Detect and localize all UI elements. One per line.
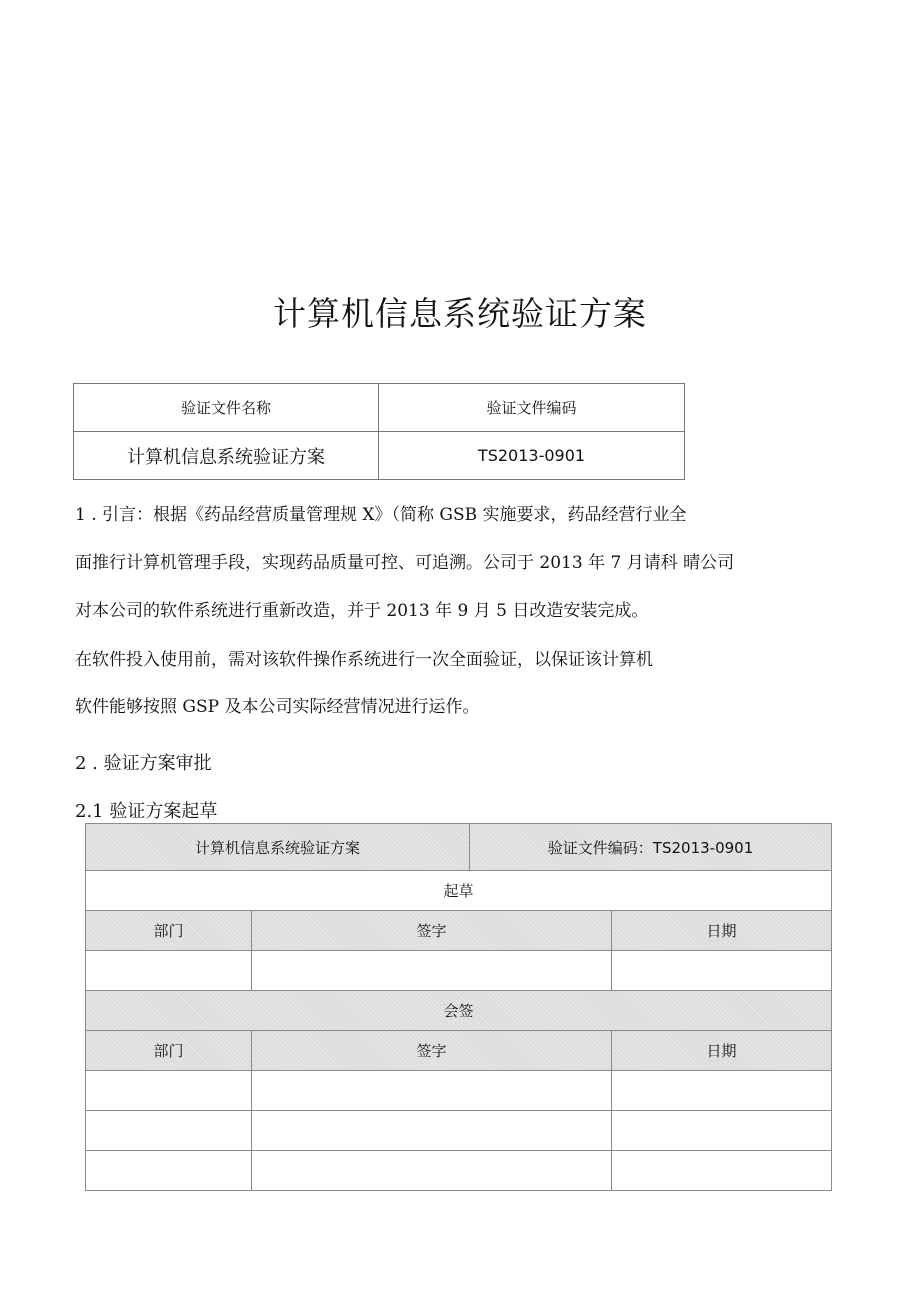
draft-entry-row bbox=[86, 951, 832, 991]
header-doc-code: 验证文件编码 bbox=[379, 384, 685, 432]
value-doc-code: TS2013-0901 bbox=[379, 432, 685, 480]
draft-label-row bbox=[86, 871, 832, 911]
section-heading-approval: 2 . 验证方案审批 bbox=[75, 753, 212, 774]
column-signature: 签字 bbox=[252, 1031, 612, 1071]
info-table-header-row bbox=[74, 384, 685, 432]
countersign-signature-cell[interactable] bbox=[252, 1071, 612, 1111]
intro-line-4: 在软件投入使用前，需对该软件操作系统进行一次全面验证，以保证该计算机 bbox=[75, 650, 653, 670]
countersign-entry-row bbox=[86, 1151, 832, 1191]
document-title: 计算机信息系统验证方案 bbox=[273, 294, 647, 333]
countersign-date-cell[interactable] bbox=[612, 1071, 832, 1111]
column-date: 日期 bbox=[612, 911, 832, 951]
countersign-columns-row bbox=[86, 1031, 832, 1071]
column-department: 部门 bbox=[86, 1031, 252, 1071]
approval-table bbox=[85, 823, 832, 1191]
column-department: 部门 bbox=[86, 911, 252, 951]
draft-columns-row bbox=[86, 911, 832, 951]
countersign-department-cell[interactable] bbox=[86, 1111, 252, 1151]
subsection-heading-draft: 2.1 验证方案起草 bbox=[75, 801, 218, 822]
approval-header-row bbox=[86, 824, 832, 871]
countersign-date-cell[interactable] bbox=[612, 1151, 832, 1191]
info-table bbox=[73, 383, 685, 480]
column-date: 日期 bbox=[612, 1031, 832, 1071]
info-table-value-row bbox=[74, 432, 685, 480]
intro-line-2: 面推行计算机管理手段，实现药品质量可控、可追溯。公司于 2013 年 7 月请科 晴公司 bbox=[75, 553, 735, 573]
countersign-entry-row bbox=[86, 1071, 832, 1111]
intro-line-5: 软件能够按照 GSP 及本公司实际经营情况进行运作。 bbox=[75, 697, 480, 717]
countersign-signature-cell[interactable] bbox=[252, 1151, 612, 1191]
draft-label: 起草 bbox=[86, 871, 832, 911]
header-doc-name: 验证文件名称 bbox=[74, 384, 379, 432]
countersign-label-row bbox=[86, 991, 832, 1031]
draft-department-cell[interactable] bbox=[86, 951, 252, 991]
countersign-date-cell[interactable] bbox=[612, 1111, 832, 1151]
draft-date-cell[interactable] bbox=[612, 951, 832, 991]
column-signature: 签字 bbox=[252, 911, 612, 951]
draft-signature-cell[interactable] bbox=[252, 951, 612, 991]
value-doc-name: 计算机信息系统验证方案 bbox=[74, 432, 379, 480]
countersign-department-cell[interactable] bbox=[86, 1151, 252, 1191]
countersign-entry-row bbox=[86, 1111, 832, 1151]
approval-doc-name: 计算机信息系统验证方案 bbox=[86, 824, 470, 871]
countersign-label: 会签 bbox=[86, 991, 832, 1031]
approval-doc-code: 验证文件编码：TS2013-0901 bbox=[470, 824, 832, 871]
countersign-department-cell[interactable] bbox=[86, 1071, 252, 1111]
intro-line-1: 1 . 引言：根据《药品经营质量管理规 X》（简称 GSB 实施要求，药品经营行业全 bbox=[75, 505, 687, 525]
countersign-signature-cell[interactable] bbox=[252, 1111, 612, 1151]
intro-line-3: 对本公司的软件系统进行重新改造，并于 2013 年 9 月 5 日改造安装完成。 bbox=[75, 601, 649, 621]
